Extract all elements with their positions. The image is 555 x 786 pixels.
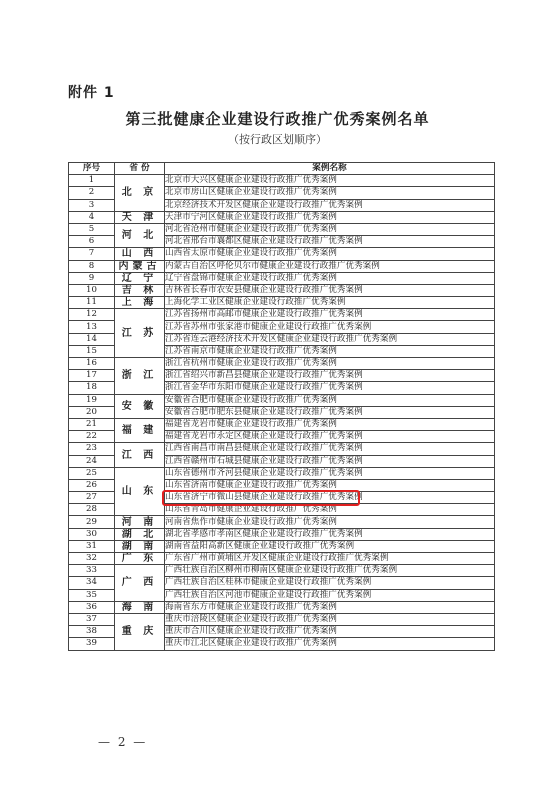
case-name: 重庆市江北区健康企业建设行政推广优秀案例 [165,638,495,650]
table-row [69,223,495,235]
province-cell: 山 西 [115,248,165,260]
row-number: 37 [69,613,115,625]
row-number: 7 [69,248,115,260]
case-name: 山东省德州市齐河县健康企业建设行政推广优秀案例 [165,467,495,479]
row-number: 33 [69,565,115,577]
province-cell: 河 北 [115,223,165,247]
province-cell: 重 庆 [115,613,165,650]
case-name: 山东省青岛市健康企业建设行政推广优秀案例 [165,504,495,516]
table-row [69,309,495,321]
table-row [69,613,495,625]
row-number: 22 [69,431,115,443]
table-row [69,175,495,187]
row-number: 35 [69,589,115,601]
province-cell: 安 徽 [115,394,165,418]
case-name: 内蒙古自治区呼伦贝尔市健康企业建设行政推广优秀案例 [165,260,495,272]
province-cell: 广 西 [115,565,165,602]
row-number: 10 [69,284,115,296]
row-number: 2 [69,187,115,199]
case-name: 河南省焦作市健康企业建设行政推广优秀案例 [165,516,495,528]
case-name: 湖南省益阳高新区健康企业建设行政推广优秀案例 [165,540,495,552]
table-row [69,418,495,430]
case-name: 福建省龙岩市永定区健康企业建设行政推广优秀案例 [165,431,495,443]
row-number: 29 [69,516,115,528]
highlight-box [162,490,360,506]
province-cell: 湖 南 [115,540,165,552]
table-row [69,540,495,552]
case-name: 重庆市合川区健康企业建设行政推广优秀案例 [165,626,495,638]
case-name: 江苏省苏州市张家港市健康企业建设行政推广优秀案例 [165,321,495,333]
case-name: 湖北省孝感市孝南区健康企业建设行政推广优秀案例 [165,528,495,540]
province-cell: 内蒙古 [115,260,165,272]
table-row [69,248,495,260]
province-cell: 河 南 [115,516,165,528]
table-row [69,260,495,272]
table-row [69,467,495,479]
row-number: 21 [69,418,115,430]
page-number: — 2 — [98,735,148,749]
case-list-table [68,162,495,651]
table-row [69,601,495,613]
province-cell: 湖 北 [115,528,165,540]
case-name: 江西省南昌市南昌县健康企业建设行政推广优秀案例 [165,443,495,455]
case-name: 广西壮族自治区桂林市健康企业建设行政推广优秀案例 [165,577,495,589]
case-name: 天津市宁河区健康企业建设行政推广优秀案例 [165,211,495,223]
row-number: 39 [69,638,115,650]
case-name: 河北省邢台市襄都区健康企业建设行政推广优秀案例 [165,236,495,248]
case-name: 海南省东方市健康企业建设行政推广优秀案例 [165,601,495,613]
province-cell: 上 海 [115,297,165,309]
case-name: 广西壮族自治区河池市健康企业建设行政推广优秀案例 [165,589,495,601]
case-name: 辽宁省盘锦市健康企业建设行政推广优秀案例 [165,272,495,284]
case-name: 吉林省长春市农安县健康企业建设行政推广优秀案例 [165,284,495,296]
table-row [69,443,495,455]
province-cell: 海 南 [115,601,165,613]
table-row [69,553,495,565]
row-number: 11 [69,297,115,309]
case-name: 山西省太原市健康企业建设行政推广优秀案例 [165,248,495,260]
row-number: 8 [69,260,115,272]
case-name: 北京经济技术开发区健康企业建设行政推广优秀案例 [165,199,495,211]
row-number: 24 [69,455,115,467]
row-number: 27 [69,492,115,504]
case-name: 广西壮族自治区柳州市柳南区健康企业建设行政推广优秀案例 [165,565,495,577]
row-number: 28 [69,504,115,516]
province-cell: 江 苏 [115,309,165,358]
row-number: 15 [69,345,115,357]
case-name: 北京市大兴区健康企业建设行政推广优秀案例 [165,175,495,187]
table-row [69,516,495,528]
province-cell: 天 津 [115,211,165,223]
case-name: 重庆市涪陵区健康企业建设行政推广优秀案例 [165,613,495,625]
case-name: 江苏省扬州市高邮市健康企业建设行政推广优秀案例 [165,309,495,321]
row-number: 14 [69,333,115,345]
case-name: 广东省广州市黄埔区开发区健康企业建设行政推广优秀案例 [165,553,495,565]
table-row [69,358,495,370]
row-number: 31 [69,540,115,552]
case-name: 浙江省杭州市健康企业建设行政推广优秀案例 [165,358,495,370]
table-row [69,272,495,284]
case-name: 浙江省绍兴市新昌县健康企业建设行政推广优秀案例 [165,370,495,382]
row-number: 34 [69,577,115,589]
province-cell: 福 建 [115,418,165,442]
row-number: 3 [69,199,115,211]
row-number: 6 [69,236,115,248]
case-name: 江苏省连云港经济技术开发区健康企业建设行政推广优秀案例 [165,333,495,345]
header-case-name: 案例名称 [165,163,495,175]
table-header-row [69,163,495,175]
table-row [69,284,495,296]
case-name: 山东省济宁市微山县健康企业建设行政推广优秀案例 [165,492,495,504]
province-cell: 吉 林 [115,284,165,296]
case-name: 山东省济南市健康企业建设行政推广优秀案例 [165,479,495,491]
table-row [69,211,495,223]
row-number: 25 [69,467,115,479]
row-number: 5 [69,223,115,235]
row-number: 38 [69,626,115,638]
page-title: 第三批健康企业建设行政推广优秀案例名单 [125,110,430,128]
case-name: 河北省沧州市健康企业建设行政推广优秀案例 [165,223,495,235]
province-cell: 浙 江 [115,358,165,395]
page-subtitle: （按行政区划顺序） [228,133,327,146]
case-name: 安徽省合肥市肥东县健康企业建设行政推广优秀案例 [165,406,495,418]
province-cell: 广 东 [115,553,165,565]
province-cell: 北 京 [115,175,165,212]
row-number: 12 [69,309,115,321]
case-name: 江西省赣州市石城县健康企业建设行政推广优秀案例 [165,455,495,467]
province-cell: 山 东 [115,467,165,516]
row-number: 1 [69,175,115,187]
row-number: 19 [69,394,115,406]
case-name: 上海化学工业区健康企业建设行政推广优秀案例 [165,297,495,309]
table-row [69,394,495,406]
row-number: 13 [69,321,115,333]
province-cell: 辽 宁 [115,272,165,284]
case-name: 江苏省南京市健康企业建设行政推广优秀案例 [165,345,495,357]
row-number: 26 [69,479,115,491]
row-number: 30 [69,528,115,540]
row-number: 4 [69,211,115,223]
row-number: 32 [69,553,115,565]
case-name: 浙江省金华市东阳市健康企业建设行政推广优秀案例 [165,382,495,394]
row-number: 36 [69,601,115,613]
row-number: 23 [69,443,115,455]
row-number: 16 [69,358,115,370]
case-name: 安徽省合肥市健康企业建设行政推广优秀案例 [165,394,495,406]
row-number: 18 [69,382,115,394]
province-cell: 江 西 [115,443,165,467]
row-number: 9 [69,272,115,284]
row-number: 17 [69,370,115,382]
case-name: 福建省龙岩市健康企业建设行政推广优秀案例 [165,418,495,430]
table-row [69,297,495,309]
table-row [69,528,495,540]
header-province: 省 份 [115,163,165,175]
attachment-label: 附件 1 [68,85,115,101]
row-number: 20 [69,406,115,418]
header-no: 序号 [69,163,115,175]
table-body [69,175,495,650]
case-name: 北京市房山区健康企业建设行政推广优秀案例 [165,187,495,199]
table-row [69,565,495,577]
